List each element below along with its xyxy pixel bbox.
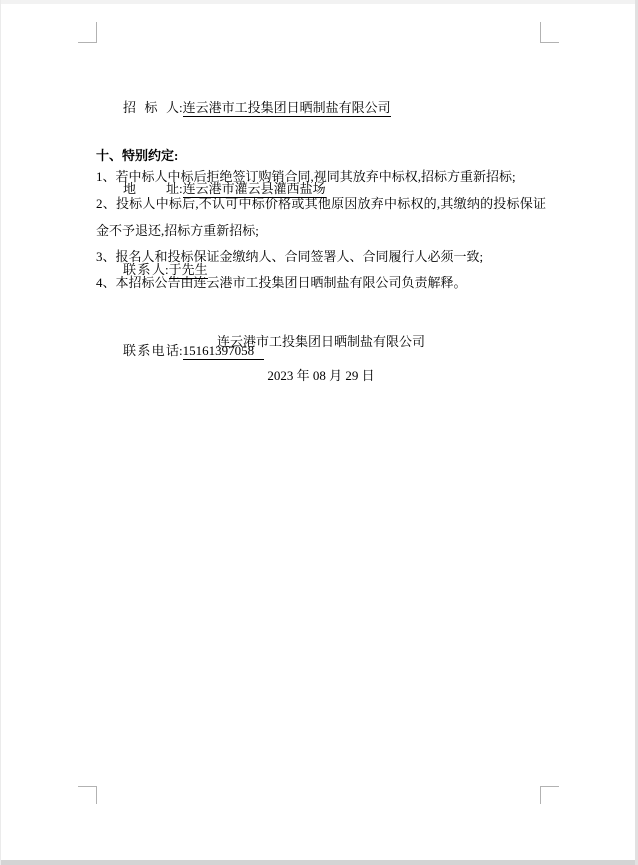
term-item-4: 4、本招标公告由连云港市工投集团日晒制盐有限公司负责解释。 <box>96 275 467 290</box>
term-item-2: 2、投标人中标后,不认可中标价格或其他原因放弃中标权的,其缴纳的投标保证金不予退还,招标方重新招标; <box>96 196 546 238</box>
term-item-3: 3、报名人和投标保证金缴纳人、合同签署人、合同履行人必须一致; <box>96 249 484 264</box>
contact-label: 招标人 <box>123 100 179 115</box>
contact-colon: : <box>179 343 183 358</box>
term-item-1: 1、若中标人中标后拒绝签订购销合同,视同其放弃中标权,招标方重新招标; <box>96 169 516 184</box>
contact-colon: : <box>179 100 183 115</box>
page-edge-top <box>0 0 638 4</box>
contact-label: 地址 <box>123 181 179 196</box>
contact-value: 15161397058 <box>182 343 264 358</box>
terms-heading: 十、特别约定: <box>96 148 179 163</box>
crop-mark-top-right-icon <box>540 22 559 43</box>
crop-mark-bottom-left-icon <box>78 786 97 804</box>
page-edge-bottom <box>0 860 638 865</box>
contact-value: 连云港市灌云县灌西盐场 <box>182 181 326 196</box>
contact-value: 于先生 <box>168 262 208 277</box>
page-edge-left <box>0 0 1 865</box>
contact-colon: : <box>165 262 169 277</box>
contact-label: 联系人 <box>123 262 165 277</box>
signature-company: 连云港市工投集团日晒制盐有限公司 <box>216 334 425 349</box>
crop-mark-bottom-right-icon <box>540 786 559 804</box>
contact-label: 联系电话 <box>123 343 179 358</box>
crop-mark-top-left-icon <box>78 22 97 43</box>
contact-colon: : <box>179 181 183 196</box>
signature-date: 2023 年 08 月 29 日 <box>267 368 375 383</box>
contact-value: 连云港市工投集团日晒制盐有限公司 <box>182 100 391 115</box>
contact-line-tenderee <box>123 94 391 121</box>
